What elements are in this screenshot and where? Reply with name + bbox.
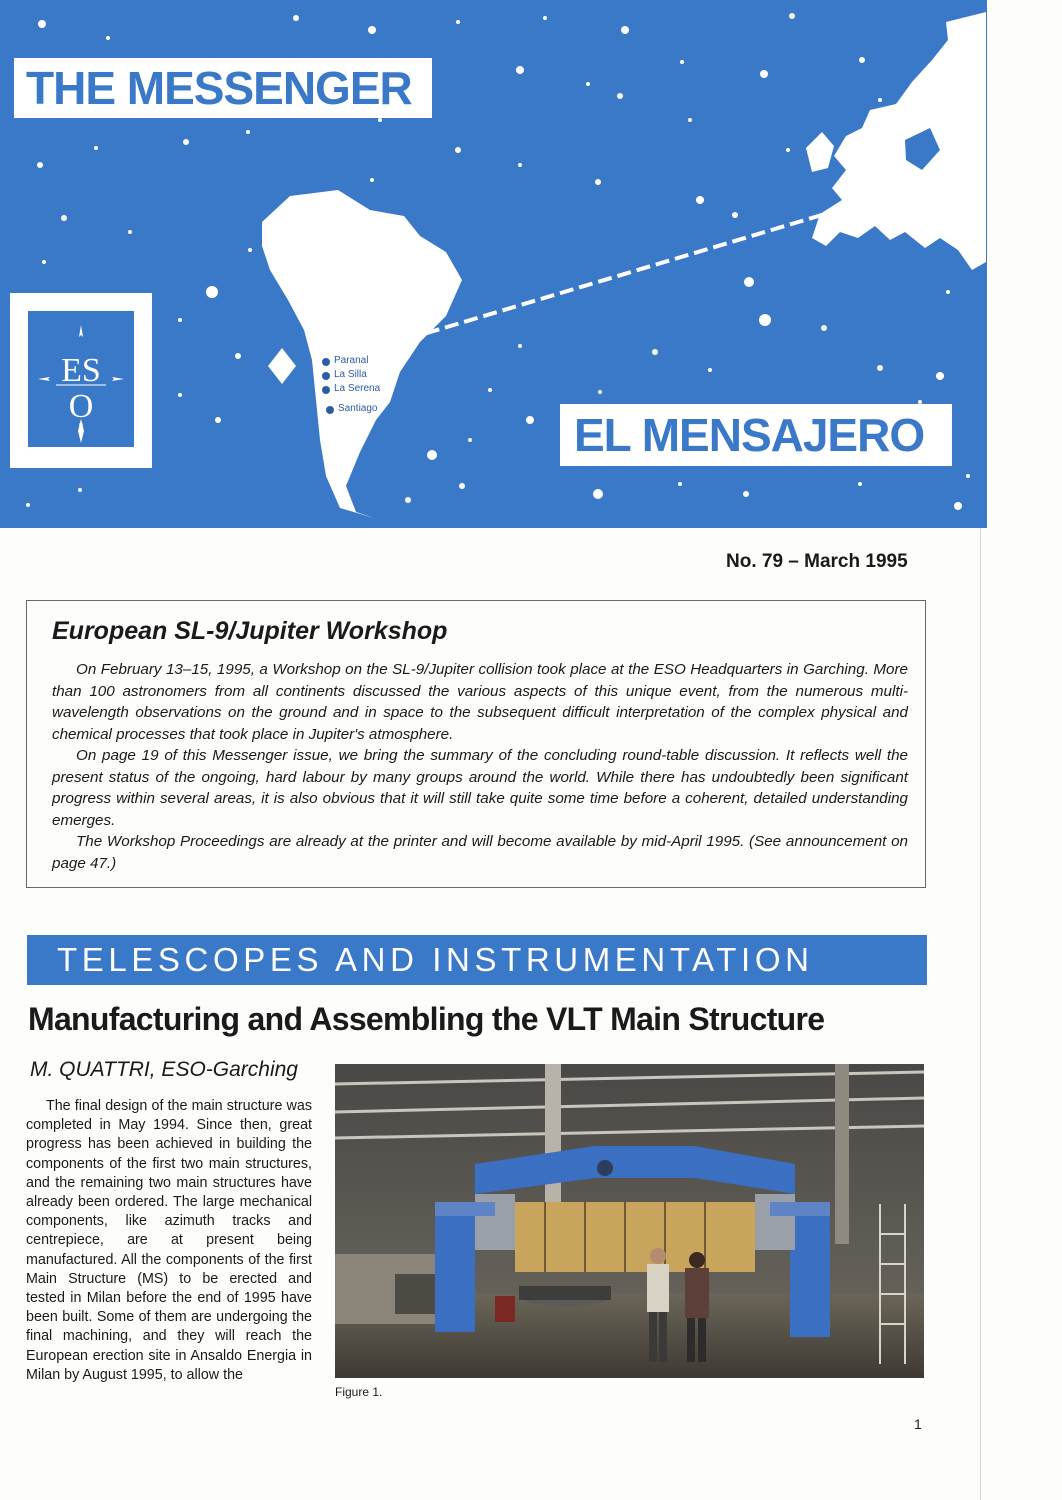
workshop-paragraph: On February 13–15, 1995, a Workshop on the SL-9/Jupiter collision took place at the ESO Headquarters in Garching. More than 100 astronomers from all continents discussed the various aspects of this unique event, from the numerous multi-wavelength observations on the ground and in space to the subsequent difficult interpretation of the complex physical and chemical processes that took place in Jupiter's atmosphere. (52, 661, 908, 743)
figure-1-photo (335, 1064, 924, 1378)
workshop-title: European SL-9/Jupiter Workshop (52, 617, 448, 645)
workshop-paragraph: On page 19 of this Messenger issue, we bring the summary of the concluding round-table discussion. It reflects well the present status of the ongoing, hard labour by many groups around the world. While there has undoubtedly been significant progress within several areas, it is also obvious that it will still take quite some time before a coherent, detailed understanding emerges. (52, 747, 908, 829)
city-label-munich: Munich (920, 184, 953, 195)
page-number: 1 (914, 1416, 922, 1432)
vlt-structure-photo (335, 1064, 924, 1378)
masthead-title-es: EL MENSAJERO (560, 404, 952, 466)
article-paragraph: The final design of the main structure was completed in May 1994. Since then, great progress has been achieved in building the components of the first two main structures, and the remaining two main structures have already been ordered. The large mechanical components, like azimuth tracks and centrepiece, are at present being manufactured. All the components of the first Main Structure (MS) to be erected and tested in Milan before the end of 1995 have been built. Some of them are undergoing the final machining, and they will reach the European erection site in Ansaldo Energia in Milan by August 1995, to allow the (26, 1098, 312, 1383)
masthead (0, 0, 987, 528)
svg-text:O: O (68, 388, 94, 425)
site-label-la-silla: La Silla (334, 369, 367, 380)
article-byline: M. QUATTRI, ESO-Garching (30, 1058, 298, 1081)
section-label: TELESCOPES AND INSTRUMENTATION (57, 941, 814, 978)
svg-text:ES: ES (61, 352, 101, 389)
article-title: Manufacturing and Assembling the VLT Main Structure (28, 1001, 825, 1037)
issue-number: No. 79 – March 1995 (726, 551, 908, 572)
eso-logo (10, 293, 152, 468)
site-label-la-serena: La Serena (334, 383, 381, 394)
masthead-title-en: THE MESSENGER (14, 58, 432, 118)
site-label-santiago: Santiago (338, 403, 378, 414)
site-label-paranal: Paranal (334, 355, 369, 366)
workshop-box (26, 600, 926, 888)
workshop-paragraph: The Workshop Proceedings are already at the printer and will become available by mid-April 1995. (See announcement on page 47.) (52, 833, 908, 872)
eso-emblem-icon (28, 311, 134, 447)
workshop-body (52, 659, 908, 874)
article-body (26, 1097, 312, 1385)
figure-caption: Figure 1. (335, 1385, 383, 1399)
section-band (27, 935, 927, 985)
